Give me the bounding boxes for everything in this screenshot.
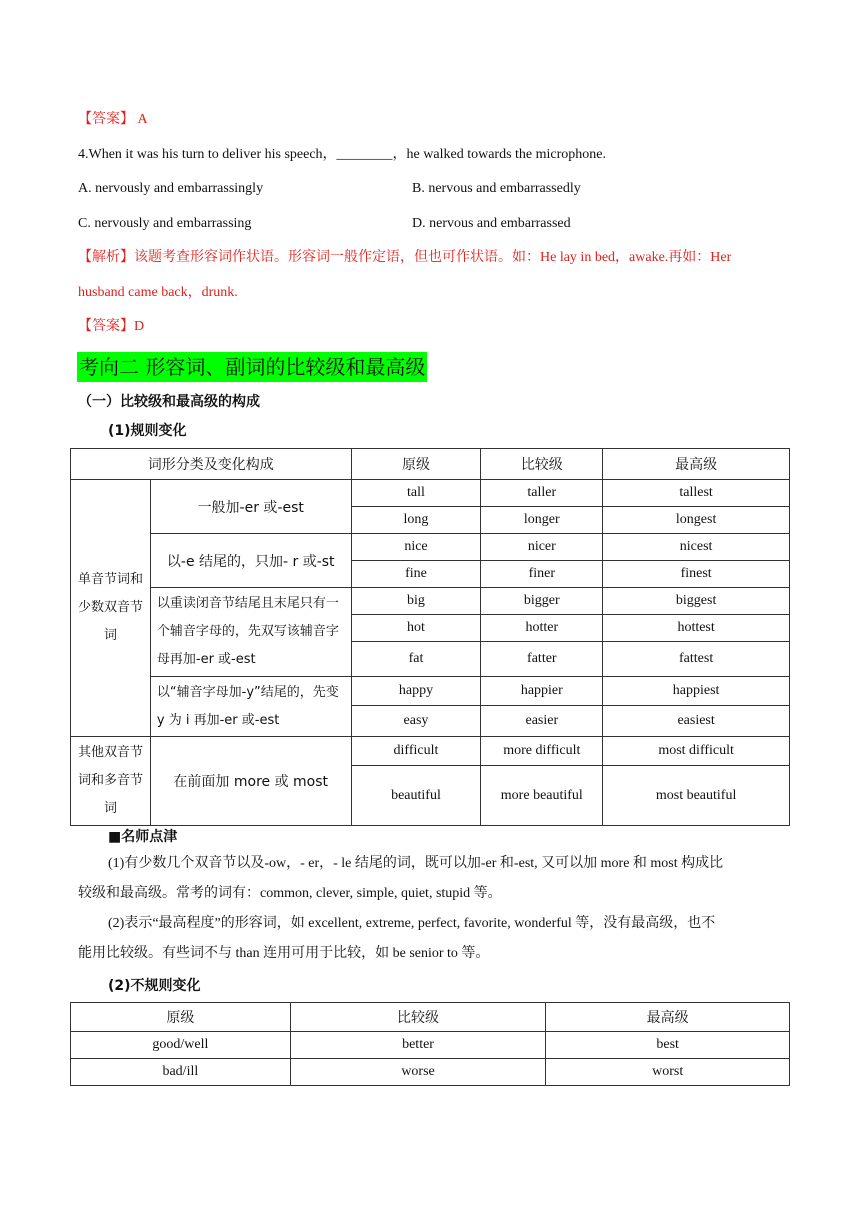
table-cell: long — [351, 507, 481, 534]
sub-heading-irregular: (2)不规则变化 — [108, 978, 201, 994]
table-cell: hot — [351, 615, 481, 642]
tip2-line2: 能用比较级。有些词不与 than 连用可用于比较，如 be senior to 等。 — [78, 946, 490, 961]
sub-heading-construction: （一）比较级和最高级的构成 — [78, 394, 260, 410]
tip1-line2: 较级和最高级。常考的词有：common, clever, simple, quiet, stupid 等。 — [78, 886, 502, 901]
table-cell: hottest — [603, 615, 790, 642]
table-cell: more beautiful — [481, 766, 603, 826]
answer-label: 【答案】 A — [78, 112, 148, 127]
rule-cell: 以重读闭音节结尾且末尾只有一个辅音字母的，先双写该辅音字母再加-er 或-est — [150, 588, 351, 677]
table-cell: tallest — [603, 480, 790, 507]
table-cell: longer — [481, 507, 603, 534]
tip-title: ■名师点津 — [108, 829, 178, 845]
table-cell: nice — [351, 534, 481, 561]
table-header: 比较级 — [481, 449, 603, 480]
table-cell: most beautiful — [603, 766, 790, 826]
table-cell: fine — [351, 561, 481, 588]
table-cell: biggest — [603, 588, 790, 615]
table-cell: happier — [481, 677, 603, 706]
table-cell: easier — [481, 706, 603, 737]
table-header: 最高级 — [546, 1003, 790, 1032]
sub-heading-regular: (1)规则变化 — [108, 423, 187, 439]
table-cell: good/well — [71, 1032, 291, 1059]
regular-comparison-table — [70, 448, 790, 826]
table-cell: happy — [351, 677, 481, 706]
group-label-polysyllabic: 其他双音节词和多音节词 — [71, 737, 151, 826]
rule-cell: 一般加-er 或-est — [150, 480, 351, 534]
table-header: 最高级 — [603, 449, 790, 480]
option-c: C. nervously and embarrassing — [78, 216, 252, 231]
irregular-comparison-table — [70, 1002, 790, 1086]
table-header: 词形分类及变化构成 — [71, 449, 352, 480]
table-cell: best — [546, 1032, 790, 1059]
section-title: 考向二 形容词、副词的比较级和最高级 — [77, 352, 427, 382]
table-header: 原级 — [71, 1003, 291, 1032]
table-cell: fatter — [481, 642, 603, 677]
table-cell: better — [290, 1032, 546, 1059]
table-cell: nicer — [481, 534, 603, 561]
rule-cell: 在前面加 more 或 most — [150, 737, 351, 826]
table-cell: easy — [351, 706, 481, 737]
rule-cell: 以“辅音字母加-y”结尾的，先变 y 为 i 再加-er 或-est — [150, 677, 351, 737]
table-cell: worse — [290, 1059, 546, 1086]
table-cell: fattest — [603, 642, 790, 677]
analysis-line1: 【解析】该题考查形容词作状语。形容词一般作定语，但也可作状语。如：He lay in bed，awake.再如：Her — [78, 250, 732, 265]
table-cell: bigger — [481, 588, 603, 615]
analysis-line2: husband came back，drunk. — [78, 285, 238, 300]
table-cell: bad/ill — [71, 1059, 291, 1086]
table-cell: longest — [603, 507, 790, 534]
option-a: A. nervously and embarrassingly — [78, 181, 264, 196]
table-cell: tall — [351, 480, 481, 507]
table-header: 比较级 — [290, 1003, 546, 1032]
rule-cell: 以-e 结尾的，只加- r 或-st — [150, 534, 351, 588]
tip2-line1: (2)表示“最高程度”的形容词，如 excellent, extreme, perfect, favorite, wonderful 等，没有最高级，也不 — [108, 916, 716, 931]
table-cell: finer — [481, 561, 603, 588]
table-cell: worst — [546, 1059, 790, 1086]
table-cell: easiest — [603, 706, 790, 737]
table-cell: big — [351, 588, 481, 615]
option-b: B. nervous and embarrassedly — [412, 181, 581, 196]
table-cell: difficult — [351, 737, 481, 766]
table-cell: taller — [481, 480, 603, 507]
option-d: D. nervous and embarrassed — [412, 216, 571, 231]
table-header: 原级 — [351, 449, 481, 480]
table-cell: beautiful — [351, 766, 481, 826]
table-cell: fat — [351, 642, 481, 677]
table-cell: finest — [603, 561, 790, 588]
table-cell: happiest — [603, 677, 790, 706]
table-cell: nicest — [603, 534, 790, 561]
table-cell: hotter — [481, 615, 603, 642]
group-label-monosyllabic: 单音节词和少数双音节词 — [71, 480, 151, 737]
answer-label-2: 【答案】D — [78, 319, 145, 334]
table-cell: more difficult — [481, 737, 603, 766]
question-stem: 4.When it was his turn to deliver his speech，________，he walked towards the microphone. — [78, 147, 606, 162]
tip1-line1: (1)有少数几个双音节以及-ow，- er，- le 结尾的词，既可以加-er 和-est, 又可以加 more 和 most 构成比 — [108, 856, 724, 871]
table-cell: most difficult — [603, 737, 790, 766]
